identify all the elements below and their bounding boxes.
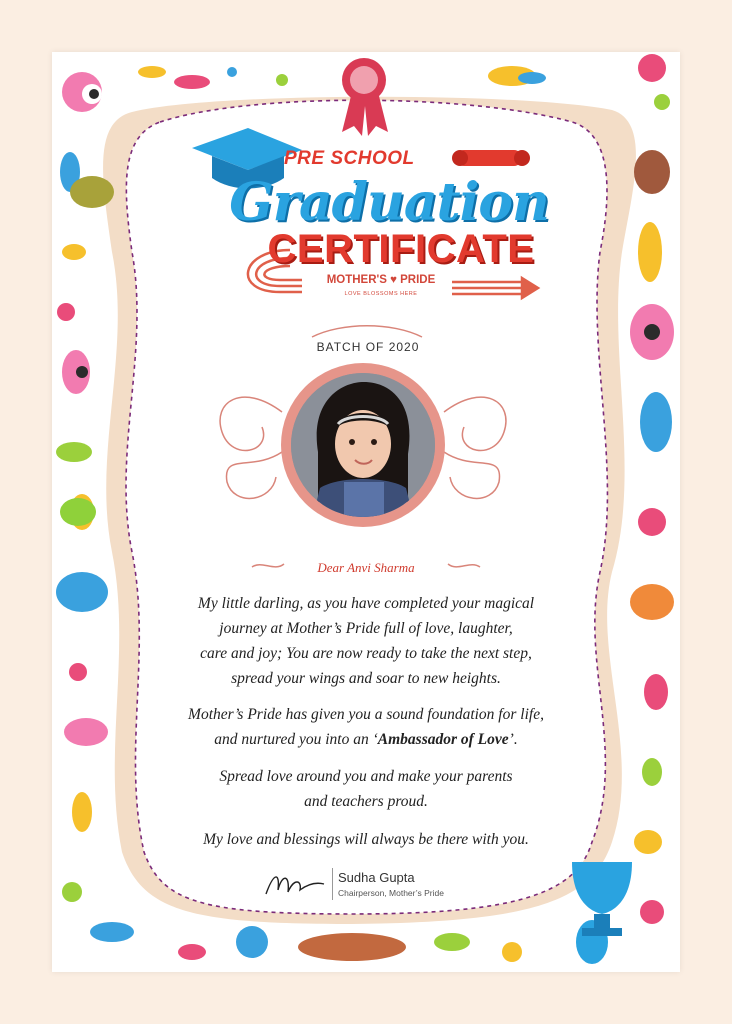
letter-line — [122, 727, 610, 752]
signature-block — [262, 864, 482, 904]
graduation-title: Graduation — [229, 172, 549, 233]
diploma-scroll-icon — [452, 150, 530, 166]
letter-paragraph-4: My love and blessings will always be there with you. — [203, 831, 529, 848]
letter-line: My little darling, as you have completed your magical — [197, 595, 535, 612]
letter-line: Mother’s Pride has given you a sound foundation for life, — [188, 706, 544, 723]
batch-label: BATCH OF 2020 — [316, 340, 420, 354]
letter-paragraph-2 — [122, 702, 610, 752]
certificate-sheet — [52, 52, 680, 972]
letter-line: and teachers proud. — [304, 793, 428, 810]
brand-tagline: LOVE BLOSSOMS HERE — [344, 291, 418, 297]
signature-divider — [332, 868, 333, 900]
pre-school-label: PRE SCHOOL — [284, 148, 415, 169]
letter-line: care and joy; You are now ready to take the next step, — [200, 645, 532, 662]
letter-text: ’. — [508, 731, 518, 748]
certificate-title: CERTIFICATE — [267, 227, 535, 271]
letter-paragraph-3 — [122, 764, 610, 814]
ambassador-emphasis: Ambassador of Love — [377, 731, 509, 748]
letter-paragraph-1 — [122, 591, 610, 691]
trophy-icon — [572, 862, 632, 936]
signatory-role: Chairperson, Mother’s Pride — [338, 888, 444, 898]
letter-line: journey at Mother’s Pride full of love, laughter, — [219, 620, 513, 637]
signatory-name: Sudha Gupta — [338, 870, 415, 885]
greeting: Dear Anvi Sharma — [317, 560, 415, 575]
letter-text: and nurtured you into an ‘ — [214, 731, 378, 748]
letter-line: Spread love around you and make your parents — [219, 768, 513, 785]
student-photo — [280, 362, 446, 528]
brand-logo: MOTHER'S ♥ PRIDE — [326, 274, 436, 286]
handwritten-signature — [262, 864, 328, 904]
letter-line: spread your wings and soar to new heights. — [231, 670, 501, 687]
student-photo-frame — [280, 362, 446, 528]
